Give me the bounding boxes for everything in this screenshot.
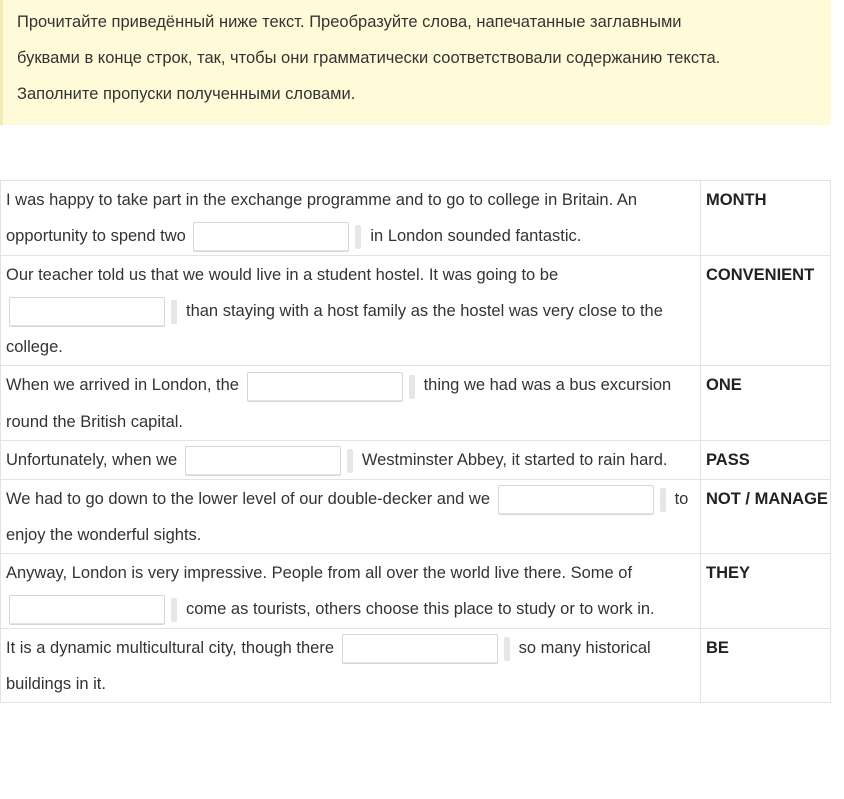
gap-marker	[409, 375, 415, 399]
task-row-5	[1, 479, 831, 554]
sentence-cell	[1, 255, 701, 366]
sentence-after: in London sounded fantastic.	[370, 227, 582, 245]
instructions-line-2: буквами в конце строк, так, чтобы они грамматически соответствовали содержанию текста.	[17, 49, 721, 67]
sentence-before: Anyway, London is very impressive. People from all over the world live there. Some of	[6, 564, 633, 583]
key-word: ONE	[701, 366, 831, 441]
gap-marker	[171, 300, 177, 324]
answer-input-3[interactable]	[247, 372, 403, 402]
answer-gap	[9, 592, 177, 628]
sentence-before: When we arrived in London, the	[6, 376, 239, 395]
key-word: MONTH	[701, 181, 831, 256]
answer-gap	[193, 219, 361, 255]
task-row-6	[1, 554, 831, 629]
sentence-before: I was happy to take part in the exchange programme and to go to college in Britain. An opportunity to spend two	[6, 191, 638, 245]
answer-input-5[interactable]	[498, 485, 654, 515]
key-word: CONVENIENT	[701, 255, 831, 366]
answer-input-4[interactable]	[185, 446, 341, 476]
gap-fill-table	[0, 180, 831, 703]
sentence-after: come as tourists, others choose this place to study or to work in.	[186, 600, 655, 619]
answer-gap	[247, 368, 415, 404]
sentence-before: It is a dynamic multicultural city, though there	[6, 638, 335, 657]
sentence-before: Unfortunately, when we	[6, 450, 178, 469]
task-row-2	[1, 255, 831, 366]
sentence-cell	[1, 366, 701, 441]
sentence-before: Our teacher told us that we would live in a student hostel. It was going to be	[6, 265, 559, 284]
answer-gap	[185, 443, 353, 479]
key-word: NOT / MANAGE	[701, 479, 831, 554]
answer-gap	[342, 630, 510, 666]
answer-input-2[interactable]	[9, 297, 165, 327]
sentence-cell	[1, 440, 701, 479]
gap-marker	[660, 488, 666, 512]
sentence-before: We had to go down to the lower level of our double-decker and we	[6, 489, 490, 508]
instructions-line-3: Заполните пропуски полученными словами.	[17, 85, 356, 103]
sentence-after: than staying with a host family as the hostel was very close to the college.	[6, 301, 663, 357]
sentence-after: so many historical buildings in it.	[6, 638, 651, 694]
answer-gap	[498, 481, 666, 517]
sentence-after: Westminster Abbey, it started to rain hard.	[361, 450, 668, 469]
task-row-3	[1, 366, 831, 441]
key-word: PASS	[701, 440, 831, 479]
gap-marker	[171, 598, 177, 622]
answer-input-6[interactable]	[9, 595, 165, 625]
instructions-panel	[0, 0, 831, 125]
gap-marker	[347, 449, 353, 473]
answer-input-1[interactable]	[193, 222, 349, 252]
sentence-cell	[1, 628, 701, 703]
sentence-after: to enjoy the wonderful sights.	[6, 489, 689, 545]
key-word: BE	[701, 628, 831, 703]
sentence-after: thing we had was a bus excursion round the British capital.	[6, 376, 672, 431]
answer-gap	[9, 293, 177, 329]
gap-marker	[355, 225, 361, 249]
task-row-4	[1, 440, 831, 479]
sentence-cell	[1, 554, 701, 629]
instructions-line-1: Прочитайте приведённый ниже текст. Преобразуйте слова, напечатанные заглавными	[17, 13, 682, 31]
sentence-cell	[1, 181, 701, 256]
answer-input-7[interactable]	[342, 634, 498, 664]
sentence-cell	[1, 479, 701, 554]
key-word: THEY	[701, 554, 831, 629]
task-row-7	[1, 628, 831, 703]
task-row-1	[1, 181, 831, 256]
gap-marker	[504, 637, 510, 661]
